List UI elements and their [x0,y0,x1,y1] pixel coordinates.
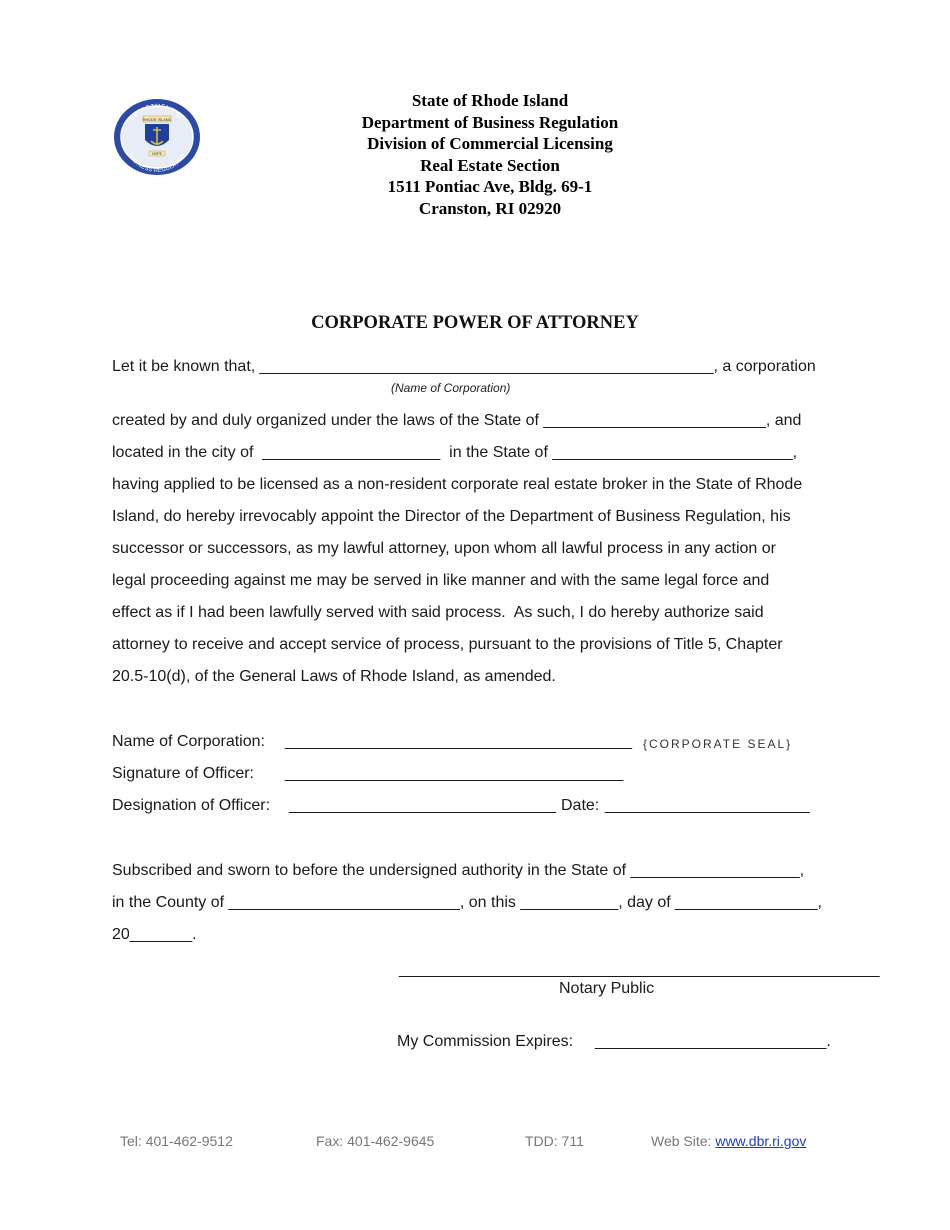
corporate-seal-label: {CORPORATE SEAL} [643,737,793,751]
commission-expires-label: My Commission Expires: [397,1033,574,1050]
header-line: Department of Business Regulation [361,112,619,132]
body-line: legal proceeding against me may be served in like manner and with the same legal force and [112,572,770,589]
notary-line: 20_______. [112,926,197,943]
body-line: attorney to receive and accept service of process, pursuant to the provisions of Title 5, Chapter [112,636,783,653]
notary-line: Subscribed and sworn to before the undersigned authority in the State of ___________________, [112,862,805,879]
document-title: CORPORATE POWER OF ATTORNEY [311,313,639,333]
name-of-corporation-hint: (Name of Corporation) [391,381,511,395]
body-line: 20.5-10(d), of the General Laws of Rhode Island, as amended. [112,668,556,685]
header-line: State of Rhode Island [411,91,569,110]
seal-top-text: DEPARTMENT OF [129,103,185,122]
name-of-corporation-field[interactable]: _______________________________________ [285,733,633,750]
body-line: having applied to be licensed as a non-resident corporate real estate broker in the State of Rhode [112,476,803,493]
designation-of-officer-label: Designation of Officer: [112,797,271,814]
body-line: successor or successors, as my lawful attorney, upon whom all lawful process in any action or [112,540,776,557]
footer-tdd: TDD: 711 [525,1133,584,1149]
notary-line: in the County of __________________________, on this ___________, day of ________________, [112,894,822,911]
name-of-corporation-label: Name of Corporation: [112,733,265,750]
body-line: created by and duly organized under the laws of the State of _________________________, and [112,412,802,429]
seal-bottom-text: BUSINESS REGULATION [126,152,188,175]
notary-signature-field[interactable]: ______________________________________________________ [399,961,880,978]
signature-of-officer-field[interactable]: ______________________________________ [285,765,624,782]
seal-motto: HOPE [152,152,162,156]
footer-tel: Tel: 401-462-9512 [120,1133,233,1149]
header-line: 1511 Pontiac Ave, Bldg. 69-1 [387,177,593,197]
date-field[interactable]: _______________________ [605,797,810,814]
body-line: effect as if I had been lawfully served with said process. As such, I do hereby authorize said [112,604,764,621]
footer-website [651,1133,806,1149]
header-line: Division of Commercial Licensing [367,134,613,154]
intro-line: Let it be known that, ___________________________________________________, a corporation [112,358,816,375]
designation-of-officer-field[interactable]: ______________________________ [289,797,556,814]
footer-fax: Fax: 401-462-9645 [316,1133,435,1149]
seal-banner-text: RHODE ISLAND [142,117,172,122]
signature-of-officer-label: Signature of Officer: [112,765,254,782]
agency-header [290,90,690,220]
commission-expires-field[interactable]: __________________________. [595,1033,831,1050]
body-line: located in the city of ____________________ in the State of ___________________________, [112,444,798,461]
date-label: Date: [561,797,600,814]
website-link[interactable]: www.dbr.ri.gov [715,1133,807,1149]
department-seal-logo [113,98,201,176]
header-line: Cranston, RI 02920 [418,198,562,218]
notary-public-label: Notary Public [559,980,655,997]
web-site-label: Web Site: [651,1133,716,1149]
header-line: Real Estate Section [420,155,560,175]
body-line: Island, do hereby irrevocably appoint the Director of the Department of Business Regulation, his [112,508,791,525]
